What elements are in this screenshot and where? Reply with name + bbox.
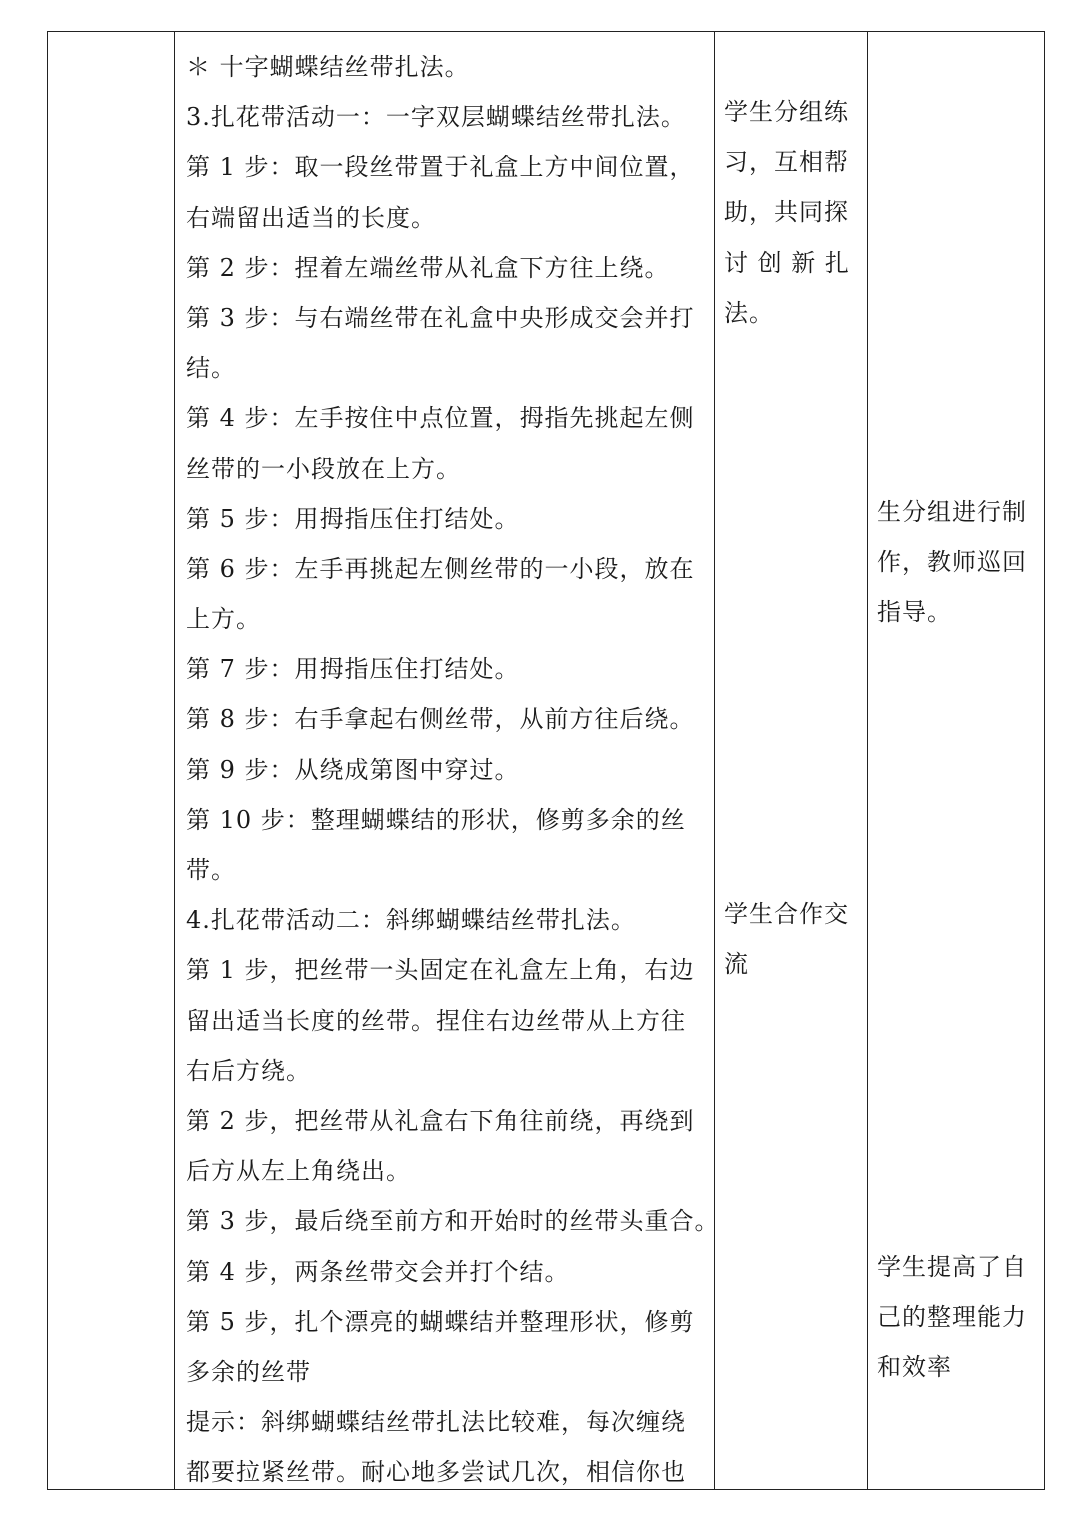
text-line: 第 2 步：捏着左端丝带从礼盒下方往上绕。	[186, 253, 670, 282]
text-line: 习，互相帮	[724, 148, 849, 177]
text-line: 作，教师巡回	[877, 548, 1027, 577]
empty-first-column	[48, 32, 174, 1489]
design-intent-cell	[867, 32, 1046, 1489]
text-line: 第 2 步，把丝带从礼盒右下角往前绕，再绕到	[186, 1106, 695, 1135]
text-line: 多余的丝带	[186, 1357, 311, 1386]
text-line: 第 6 步：左手再挑起左侧丝带的一小段，放在	[186, 554, 695, 583]
text-line: 第 8 步：右手拿起右侧丝带，从前方往后绕。	[186, 705, 695, 734]
student-activity-note-1	[724, 87, 857, 338]
student-activity-note-2	[724, 889, 857, 989]
text-line: 留出适当长度的丝带。捏住右边丝带从上方往	[186, 1006, 686, 1035]
design-intent-note-1	[877, 487, 1037, 638]
text-line: 学生分组练	[724, 98, 849, 126]
text-line: 右后方绕。	[186, 1056, 311, 1085]
text-line: 第 5 步：用拇指压住打结处。	[186, 504, 520, 533]
text-line: 3.扎花带活动一：一字双层蝴蝶结丝带扎法。	[186, 103, 686, 132]
text-line: 后方从左上角绕出。	[186, 1157, 411, 1186]
text-line: 学生合作交	[724, 900, 849, 928]
text-line: 提示：斜绑蝴蝶结丝带扎法比较难，每次缠绕	[186, 1408, 686, 1437]
text-line: 第 3 步：与右端丝带在礼盒中央形成交会并打	[186, 303, 695, 332]
text-line: 第 7 步：用拇指压住打结处。	[186, 655, 520, 684]
text-line: ＊ 十字蝴蝶结丝带扎法。	[186, 53, 470, 81]
text-line: 都要拉紧丝带。耐心地多尝试几次，相信你也	[186, 1458, 686, 1487]
text-line: 第 1 步：取一段丝带置于礼盒上方中间位置，	[186, 153, 695, 182]
text-line: 学生提高了自	[877, 1253, 1027, 1281]
text-line: 流	[724, 950, 749, 979]
text-line: 和效率	[877, 1353, 952, 1382]
text-line: 第 10 步：整理蝴蝶结的形状，修剪多余的丝	[186, 805, 686, 834]
text-line: 带。	[186, 856, 236, 884]
text-line: 第 4 步，两条丝带交会并打个结。	[186, 1257, 570, 1286]
text-line: 己的整理能力	[877, 1303, 1027, 1332]
text-line: 右端留出适当的长度。	[186, 203, 436, 232]
lesson-table	[47, 31, 1045, 1490]
text-line: 4.扎花带活动二：斜绑蝴蝶结丝带扎法。	[186, 906, 636, 935]
text-line: 结。	[186, 354, 236, 383]
text-line: 生分组进行制	[877, 498, 1027, 526]
text-line: 丝带的一小段放在上方。	[186, 454, 461, 483]
text-line: 上方。	[186, 605, 261, 634]
text-line: 法。	[724, 298, 774, 327]
text-line: 助，共同探	[724, 198, 849, 227]
teaching-steps-cell	[174, 32, 720, 1489]
design-intent-note-2	[877, 1242, 1037, 1393]
text-line: 第 5 步，扎个漂亮的蝴蝶结并整理形状，修剪	[186, 1307, 695, 1336]
text-line: 第 9 步：从绕成第图中穿过。	[186, 755, 520, 784]
text-line: 第 3 步，最后绕至前方和开始时的丝带头重合。	[186, 1207, 720, 1236]
text-line: 第 1 步，把丝带一头固定在礼盒左上角，右边	[186, 956, 695, 985]
text-line: 第 4 步：左手按住中点位置，拇指先挑起左侧	[186, 404, 695, 433]
text-line: 指导。	[877, 598, 952, 627]
student-activity-cell	[714, 32, 867, 1489]
text-line: 讨 创 新 扎	[724, 248, 850, 277]
